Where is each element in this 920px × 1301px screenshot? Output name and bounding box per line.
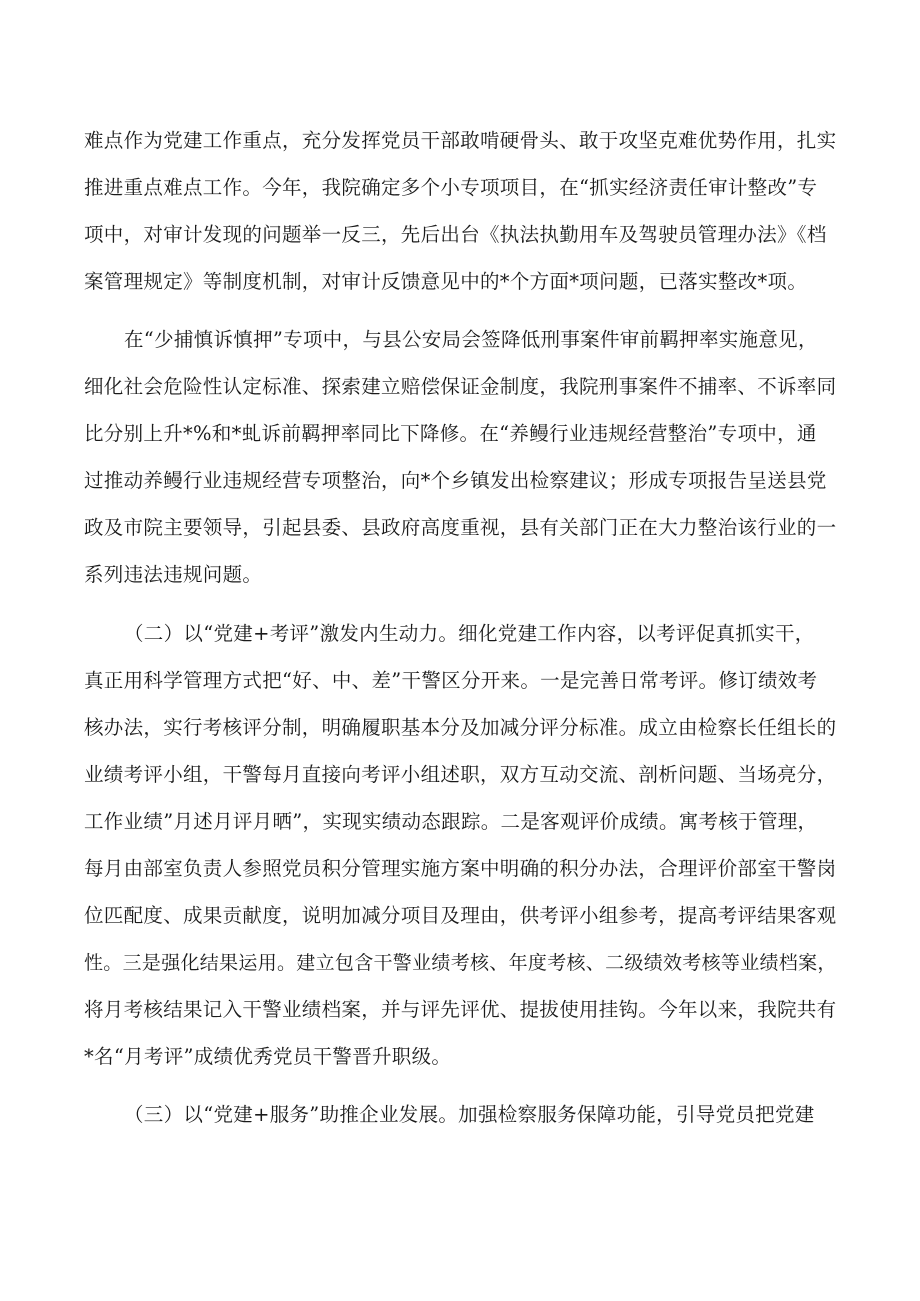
paragraph-1-line-3: 项中，对审计发现的问题举一反三，先后出台《执法执勤用车及驾驶员管理办法》《档	[84, 223, 827, 246]
paragraph-2-line-3: 比分别上升*%和*虬诉前羁押率同比下降修。在“养鳗行业违规经营整治”专项中，通	[84, 422, 817, 445]
paragraph-3-line-10: *名“月考评”成绩优秀党员干警晋升职级。	[84, 1045, 452, 1068]
paragraph-3-line-8: 性。三是强化结果运用。建立包含干警业绩考核、年度考核、二级绩效考核等业绩档案，	[84, 952, 837, 974]
paragraph-3-line-1: （二）以“党建+考评”激发内生动力。细化党建工作内容，以考评促真抓实干，	[124, 622, 815, 645]
paragraph-1-line-4: 案管理规定》等制度机制，对审计反馈意见中的*个方面*项问题，已落实整改*项。	[84, 270, 808, 293]
paragraph-1-line-2: 推进重点难点工作。今年，我院确定多个小专项项目，在“抓实经济责任审计整改”专	[84, 176, 818, 199]
paragraph-2-line-2: 细化社会危险性认定标准、探索建立赔偿保证金制度，我院刑事案件不捕率、不诉率同	[84, 375, 837, 398]
paragraph-3-line-5: 工作业绩”月述月评月晒”，实现实绩动态跟踪。二是客观评价成绩。寓考核于管理，	[84, 810, 818, 833]
paragraph-2-line-5: 政及市院主要领导，引起县委、县政府高度重视，县有关部门正在大力整治该行业的一	[84, 516, 837, 539]
paragraph-3-line-6: 每月由部室负责人参照党员积分管理实施方案中明确的积分办法，合理评价部室干警岗	[84, 857, 837, 880]
paragraph-3-line-2: 真正用科学管理方式把“好、中、差”干警区分开来。一是完善日常考评。修订绩效考	[84, 669, 818, 692]
paragraph-3-line-7: 位匹配度、成果贡献度，说明加减分项目及理由，供考评小组参考，提高考评结果客观	[84, 904, 837, 927]
paragraph-2-line-1: 在“少捕慎诉慎押”专项中，与县公安局会签降低刑事案件审前羁押率实施意见，	[124, 328, 818, 351]
paragraph-1-line-1: 难点作为党建工作重点，充分发挥党员干部敢啃硬骨头、敢于攻坚克难优势作用，扎实	[84, 129, 837, 152]
paragraph-2-line-6: 系列违法违规问题。	[84, 563, 263, 586]
paragraph-3-line-9: 将月考核结果记入干警业绩档案，并与评先评优、提拔使用挂钩。今年以来，我院共有	[84, 998, 837, 1021]
paragraph-3-line-3: 核办法，实行考核评分制，明确履职基本分及加减分评分标准。成立由检察长任组长的	[84, 716, 837, 739]
paragraph-3-line-4: 业绩考评小组，干警每月直接向考评小组述职，双方互动交流、剖析问题、当场亮分，	[84, 763, 837, 786]
paragraph-2-line-4: 过推动养鳗行业违规经营专项整治，向*个乡镇发出检察建议；形成专项报告呈送县党	[84, 469, 827, 492]
paragraph-4-line-1: （三）以“党建+服务”助推企业发展。加强检察服务保障功能，引导党员把党建	[124, 1103, 815, 1126]
